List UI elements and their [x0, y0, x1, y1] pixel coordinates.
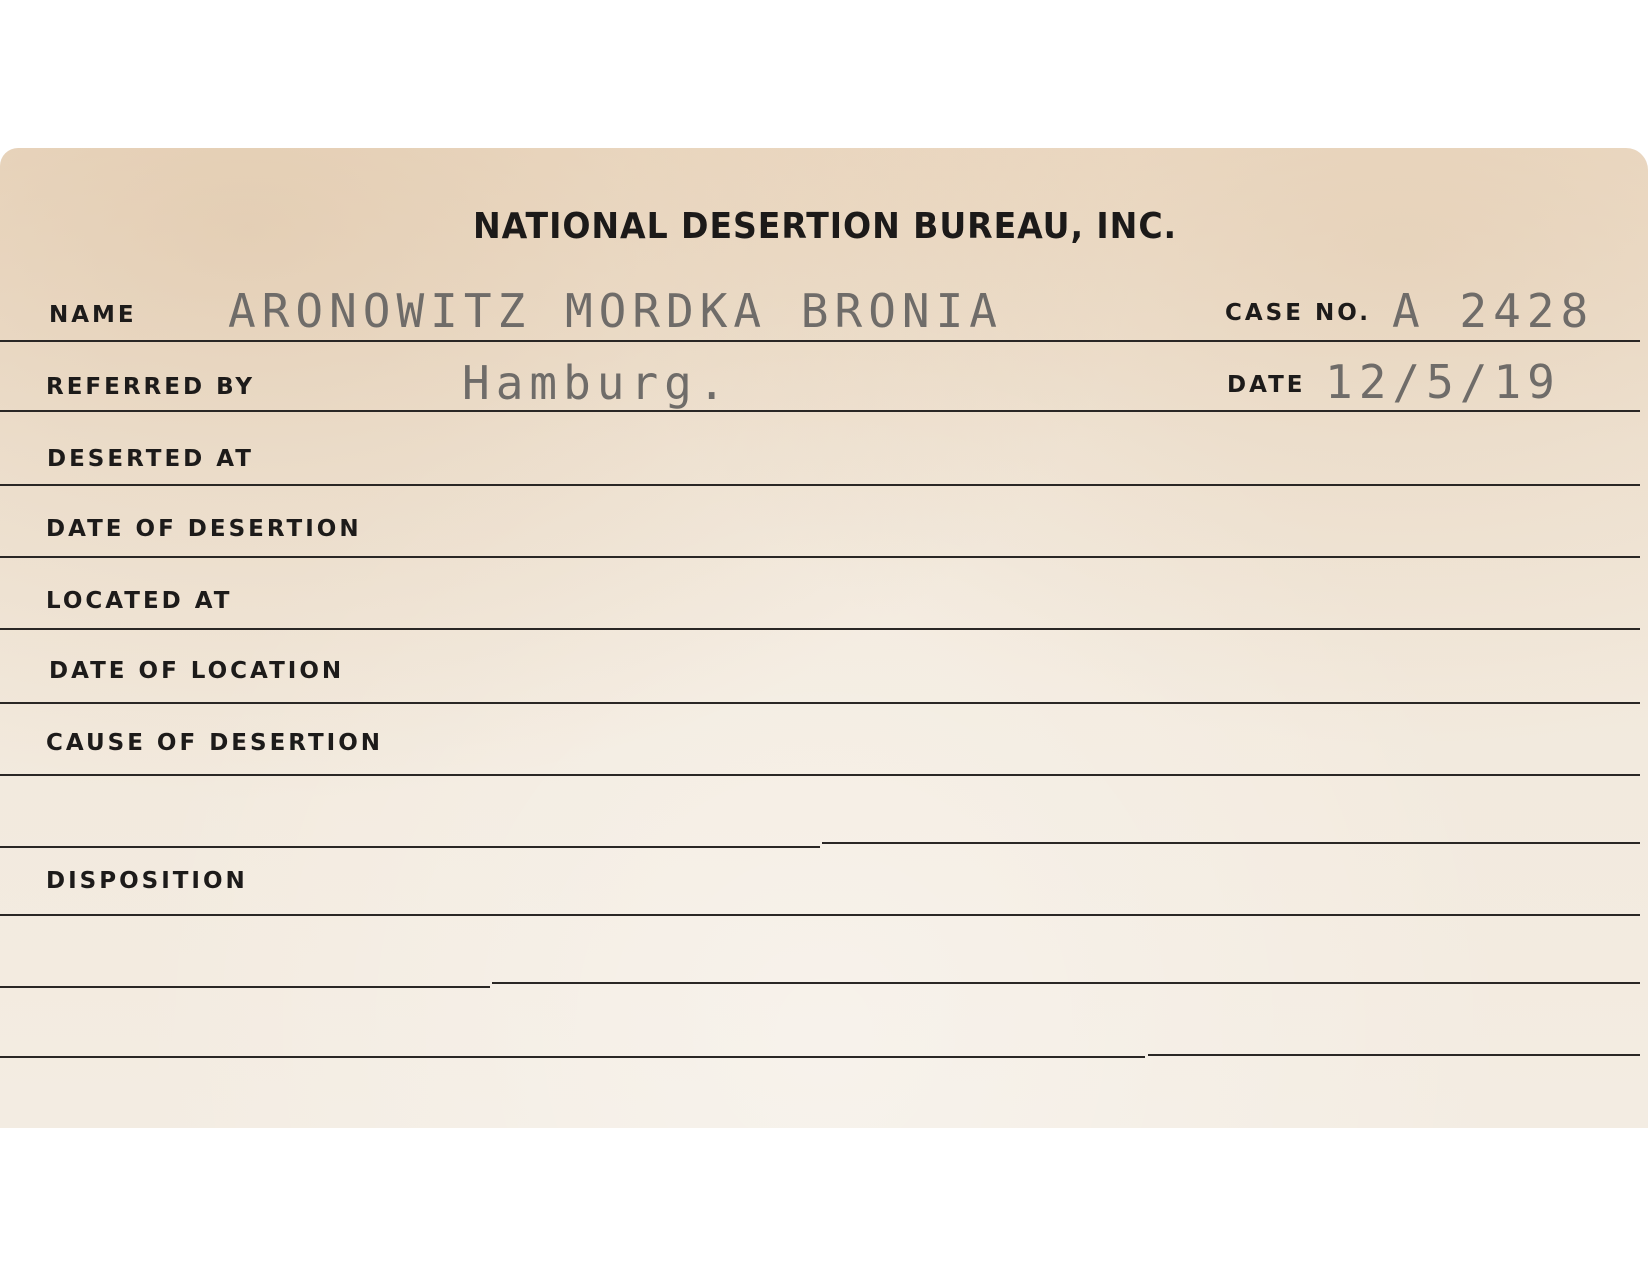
- name-rule: [0, 340, 1640, 342]
- blank-rule-3-right: [1148, 1054, 1640, 1056]
- located-at-label: LOCATED AT: [46, 588, 233, 614]
- case-no-label: CASE NO.: [1225, 300, 1371, 326]
- blank-rule-2-left: [0, 986, 490, 988]
- case-no-value: A 2428: [1392, 284, 1595, 338]
- disposition-rule: [0, 914, 1640, 916]
- deserted-at-label: DESERTED AT: [47, 446, 254, 472]
- cause-of-desertion-rule: [0, 774, 1640, 776]
- date-of-location-label: DATE OF LOCATION: [49, 658, 345, 684]
- name-label: NAME: [49, 302, 137, 328]
- blank-rule-right: [822, 842, 1640, 844]
- name-value: ARONOWITZ MORDKA BRONIA: [228, 284, 1003, 338]
- card-title: NATIONAL DESERTION BUREAU, INC.: [472, 206, 1178, 247]
- date-of-desertion-rule: [0, 556, 1640, 558]
- blank-rule-2-right: [492, 982, 1640, 984]
- disposition-label: DISPOSITION: [46, 868, 248, 894]
- date-of-location-rule: [0, 702, 1640, 704]
- referred-by-value: Hamburg.: [462, 356, 732, 410]
- blank-rule-3-left: [0, 1056, 1145, 1058]
- referred-by-label: REFERRED BY: [46, 374, 256, 400]
- blank-rule-left: [0, 846, 820, 848]
- index-card: [0, 148, 1648, 1128]
- deserted-at-rule: [0, 484, 1640, 486]
- date-value: 12/5/19: [1325, 355, 1561, 409]
- referred-by-rule: [0, 410, 1640, 412]
- date-label: DATE: [1227, 372, 1306, 398]
- cause-of-desertion-label: CAUSE OF DESERTION: [46, 730, 384, 756]
- date-of-desertion-label: DATE OF DESERTION: [46, 516, 362, 542]
- located-at-rule: [0, 628, 1640, 630]
